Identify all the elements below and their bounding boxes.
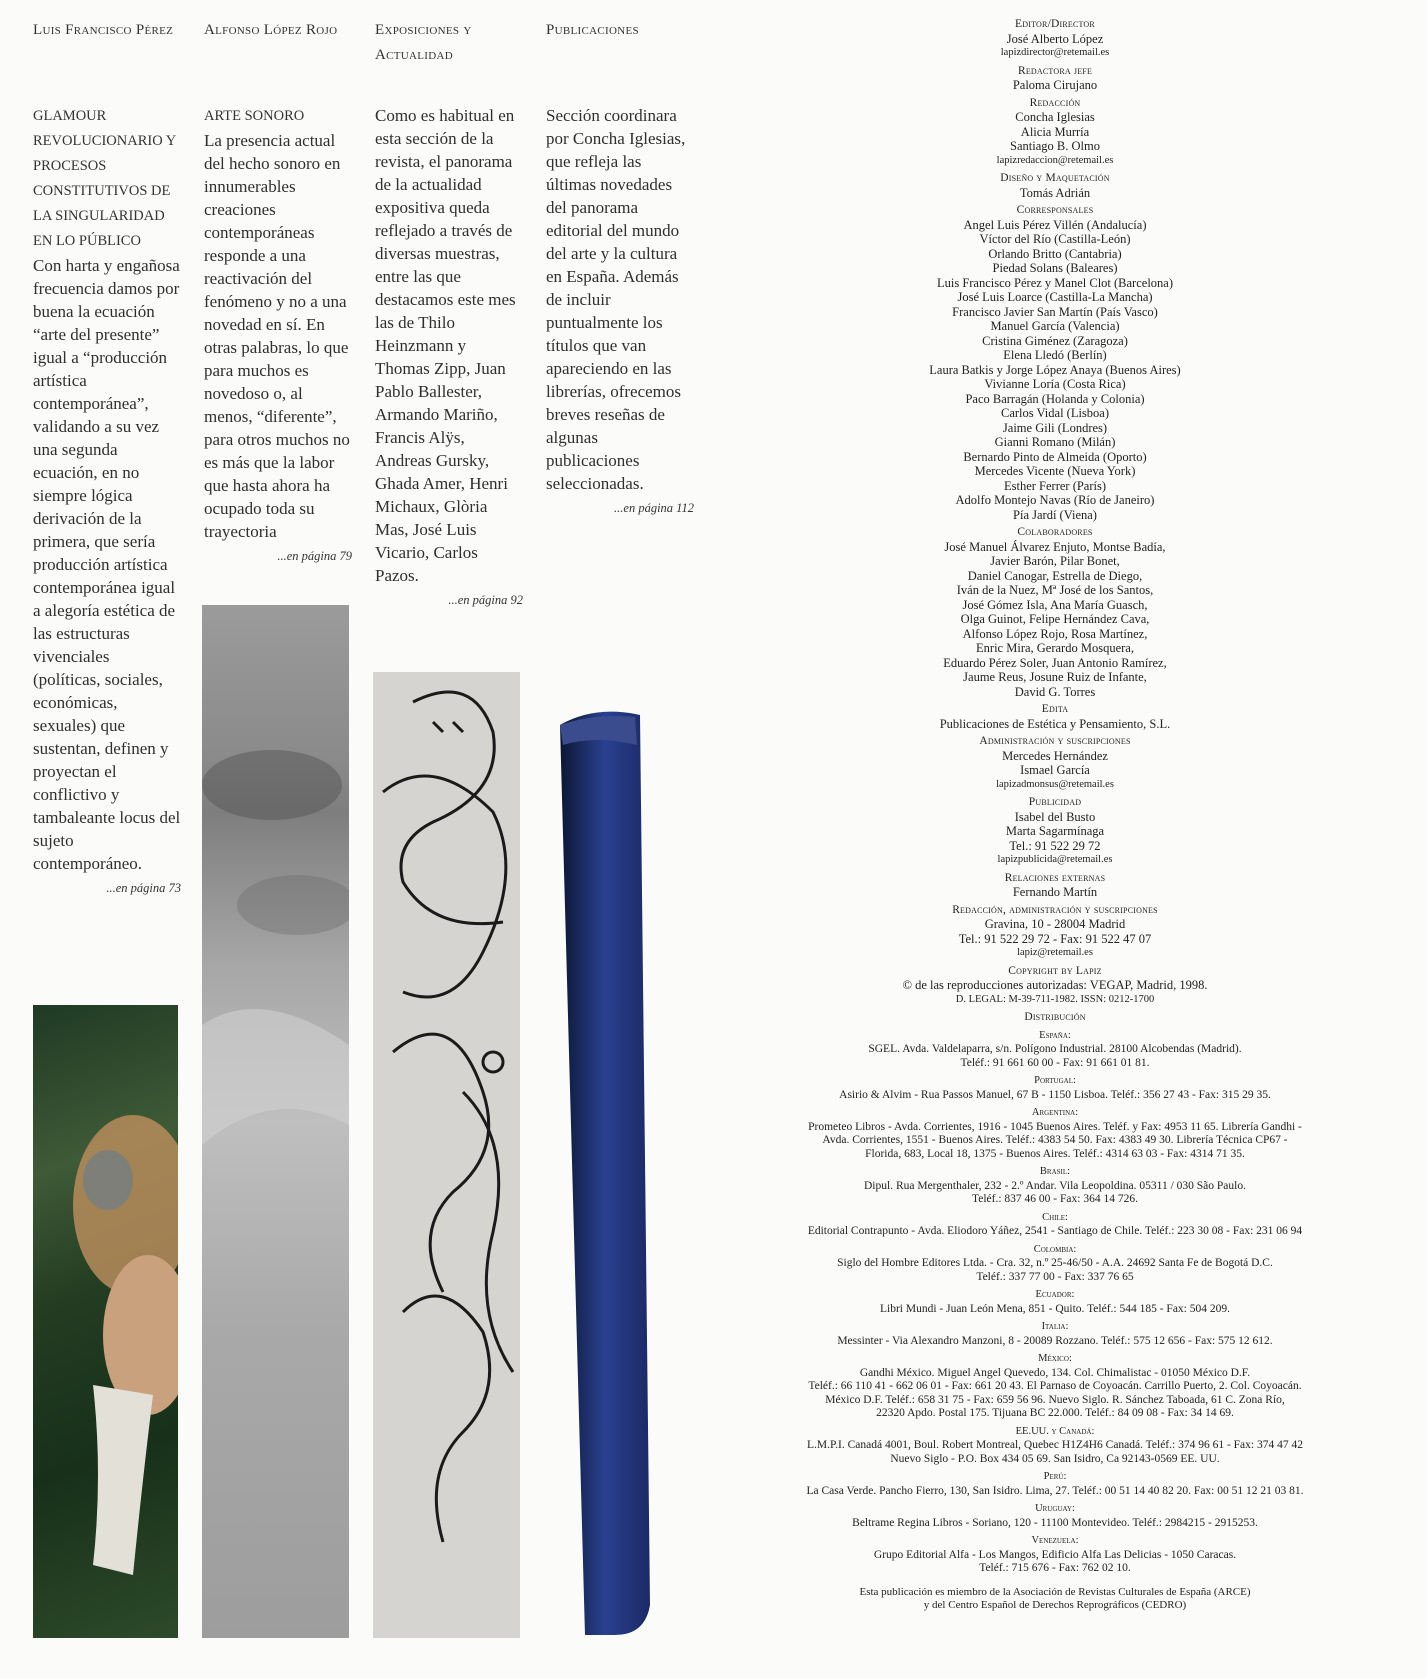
correspondent-entry: Elena Lledó (Berlín) <box>1003 348 1107 362</box>
distribution-line: Dipul. Rua Mergenthaler, 232 - 2.º Andar. Vila Leopoldina. 05311 / 030 São Paulo. <box>864 1179 1246 1192</box>
article-summary: Como es habitual en esta sección de la revista, el panorama de la actualidad expositiva queda reflejado a través de diversas muestras, entre las que destacamos este mes las de Thilo Heinzmann y Thomas Zipp, Juan Pablo Ballester, Armando Mariño, Francis Alÿs, Andreas Gursky, Ghada Amer, Henri Michaux, Glòria Mas, José Luis Vicario, Carlos Pazos. <box>375 106 516 585</box>
page-reference[interactable]: ...en página 79 <box>277 549 352 563</box>
masthead-name: Isabel del Busto <box>1014 809 1096 824</box>
masthead-heading: Colaboradores <box>1017 526 1093 538</box>
correspondent-entry: Carlos Vidal (Lisboa) <box>1000 406 1110 420</box>
masthead-heading: Administración y suscripciones <box>979 735 1131 747</box>
contributors-list <box>755 540 1355 700</box>
correspondent-entry: Laura Batkis y Jorge López Anaya (Buenos Aires) <box>929 362 1181 377</box>
legal-deposit: D. LEGAL: M-39-711-1982. ISSN: 0212-1700 <box>955 993 1155 1005</box>
article-summary: Con harta y engañosa frecuencia damos por buena la ecuación “arte del presente” igual a “producción artística contemporánea”, validando a su vez una segunda ecuación, en no siempre lógica derivación de la primera, que sería producción artística contemporánea igual a alegoría estética de las estructuras vivenciales (políticas, sociales, económicas, sexuales) que sustentan, definen y proyectan el conflictivo y tambaleante locus del sujeto contemporáneo. <box>33 256 181 873</box>
masthead-heading: Editor/Director <box>1015 18 1095 30</box>
distribution-line: Prometeo Libros - Avda. Corrientes, 1916 - 1045 Buenos Aires. Teléf. y Fax: 4953 11 65. Librería Gandhi - <box>808 1120 1302 1133</box>
article-summary: Sección coordinara por Concha Iglesias, que refleja las últimas novedades del panorama editorial del mundo del arte y la cultura en España. Además de incluir puntualmente los títulos que van apareciendo en las librerías, ofrecemos breves reseñas de algunas publicaciones seleccionadas. <box>546 106 686 493</box>
copyright-text: © de las reproducciones autorizadas: VEGAP, Madrid, 1998. <box>902 978 1208 992</box>
contributor-line: Olga Guinot, Felipe Hernández Cava, <box>960 612 1150 626</box>
correspondent-entry: Bernardo Pinto de Almeida (Oporto) <box>963 449 1147 464</box>
book-spine-strip <box>555 705 685 1638</box>
correspondent-entry: Manuel García (Valencia) <box>990 319 1120 333</box>
distribution-country: Chile: <box>1042 1211 1068 1223</box>
masthead-heading: Redacción, administración y suscripciones <box>952 903 1158 916</box>
distribution-country: Argentina: <box>1031 1107 1079 1118</box>
correspondent-entry: Francisco Javier San Martín (País Vasco) <box>952 304 1158 319</box>
page-reference[interactable]: ...en página 92 <box>448 593 523 607</box>
distribution-line: Teléf.: 715 676 - Fax: 762 02 10. <box>979 1562 1131 1574</box>
author-name: Luis Francisco Pérez <box>33 22 174 38</box>
masthead <box>755 14 1355 1612</box>
distribution-line: Avda. Corrientes, 1551 - Buenos Aires. Teléf.: 4383 54 50. Fax: 4383 49 30. Librería Técnica CP67 - <box>822 1134 1288 1146</box>
article-column-2 <box>204 18 352 564</box>
correspondent-entry: Adolfo Montejo Navas (Río de Janeiro) <box>955 493 1155 507</box>
correspondent-entry: Piedad Solans (Baleares) <box>992 261 1118 275</box>
contributor-line: Daniel Canogar, Estrella de Diego, <box>967 568 1143 583</box>
masthead-heading: Corresponsales <box>1016 204 1094 216</box>
distribution-line: Teléf.: 91 661 60 00 - Fax: 91 661 01 81. <box>960 1056 1150 1069</box>
article-title: ARTE SONORO <box>204 108 305 124</box>
distribution-line: México D.F. Teléf.: 658 31 75 - Fax: 659 56 96. Nuevo Siglo. R. Sánchez Taboada, 61 C. Zona Río, <box>825 1393 1285 1406</box>
distribution-line: Asirio & Alvim - Rua Passos Manuel, 67 B - 1150 Lisboa. Teléf.: 356 27 43 - Fax: 315 29 35. <box>839 1088 1271 1101</box>
section-name: Exposiciones y Actualidad <box>375 22 472 63</box>
article-column-1 <box>33 18 181 896</box>
correspondent-entry: Angel Luis Pérez Villén (Andalucía) <box>963 217 1147 232</box>
distribution-line: L.M.P.I. Canadá 4001, Boul. Robert Montreal, Quebec H1Z4H6 Canadá. Teléf.: 374 96 61 - Fax: 374 47 42 <box>807 1439 1303 1451</box>
book-spine-illustration <box>555 705 685 1638</box>
distribution-country: Portugal: <box>1034 1075 1076 1086</box>
correspondent-entry: Víctor del Río (Castilla-León) <box>979 232 1131 246</box>
author-name: Alfonso López Rojo <box>204 22 338 38</box>
masthead-name: Paloma Cirujano <box>1012 78 1098 92</box>
masthead-heading: Distribución <box>1024 1011 1086 1023</box>
masthead-phone: Tel.: 91 522 29 72 - Fax: 91 522 47 07 <box>958 931 1152 946</box>
masthead-email[interactable]: lapiz@retemail.es <box>1017 947 1093 958</box>
masthead-name: José Alberto López <box>1006 31 1104 46</box>
photo-strip-figure <box>33 1005 178 1638</box>
masthead-name: Fernando Martín <box>1012 885 1098 899</box>
correspondent-entry: Mercedes Vicente (Nueva York) <box>974 464 1136 478</box>
correspondent-entry: Orlando Britto (Cantabria) <box>988 246 1122 261</box>
distribution-line: Nuevo Siglo - P.O. Box 434 05 69. San Isidro, Ca 92143-0569 EE. UU. <box>890 1452 1220 1465</box>
masthead-name: Tomás Adrián <box>1019 185 1091 200</box>
distribution-line: 22320 Apdo. Postal 175. Tijuana BC 22.000. Teléf.: 84 09 08 - Fax: 34 14 69. <box>876 1407 1234 1419</box>
masthead-name: Santiago B. Olmo <box>1010 139 1100 153</box>
masthead-name: Alicia Murría <box>1020 124 1090 139</box>
section-name: Publicaciones <box>546 22 639 38</box>
contributor-line: David G. Torres <box>1014 684 1096 699</box>
masthead-heading: Edita <box>1041 703 1069 715</box>
contributor-line: Jaume Reus, Josune Ruiz de Infante, <box>963 670 1147 684</box>
contributor-line: José Manuel Álvarez Enjuto, Montse Badía, <box>944 539 1166 554</box>
article-column-4 <box>546 18 694 516</box>
article-title: GLAMOUR REVOLUCIONARIO Y PROCESOS CONSTITUTIVOS DE LA SINGULARIDAD EN LO PÚBLICO <box>33 108 176 249</box>
photo-strip-texture <box>202 605 349 1638</box>
page-reference[interactable]: ...en página 112 <box>614 501 694 515</box>
contributor-line: José Gómez Isla, Ana María Guasch, <box>962 597 1148 612</box>
footer-line: y del Centro Español de Derechos Reprográficos (CEDRO) <box>923 1598 1187 1611</box>
masthead-heading: Copyright by Lapiz <box>1008 964 1102 977</box>
correspondent-entry: Gianni Romano (Milán) <box>994 435 1116 449</box>
contributor-line: Eduardo Pérez Soler, Juan Antonio Ramírez, <box>943 655 1167 670</box>
masthead-phone: Tel.: 91 522 29 72 <box>1009 838 1101 853</box>
contributor-line: Alfonso López Rojo, Rosa Martínez, <box>962 626 1148 641</box>
correspondent-entry: José Luis Loarce (Castilla-La Mancha) <box>957 290 1153 304</box>
masthead-heading: Relaciones externas <box>1004 871 1106 884</box>
figure-illustration <box>33 1005 178 1638</box>
correspondent-entry: Luis Francisco Pérez y Manel Clot (Barcelona) <box>936 275 1174 290</box>
distribution-country: Brasil: <box>1039 1166 1071 1177</box>
distribution-country: Ecuador: <box>1035 1289 1075 1300</box>
article-column-3 <box>375 18 523 608</box>
line-drawing <box>373 672 520 1638</box>
masthead-email[interactable]: lapizpublicida@retemail.es <box>997 854 1113 865</box>
distribution-country: EE.UU. y Canadá: <box>1015 1425 1095 1437</box>
distribution-line: Teléf.: 337 77 00 - Fax: 337 76 65 <box>976 1270 1134 1283</box>
distribution-line: Editorial Contrapunto - Avda. Eliodoro Yáñez, 2541 - Santiago de Chile. Teléf.: 223 30 08 - Fax: 231 06 94 <box>807 1225 1303 1237</box>
distribution-line: Grupo Editorial Alfa - Los Mangos, Edificio Alfa Las Delicias - 1050 Caracas. <box>873 1548 1237 1561</box>
masthead-heading: Redactora jefe <box>1017 64 1093 77</box>
distribution-country: Colombia: <box>1033 1243 1077 1255</box>
article-summary: La presencia actual del hecho sonoro en innumerables creaciones contemporáneas responde a una reactivación del fenómeno y no a una novedad en sí. En otras palabras, lo que para muchos es novedoso o, al menos, “diferente”, para otros muchos no es más que la labor que hasta ahora ha ocupado toda su trayectoria <box>204 131 350 541</box>
masthead-heading: Redacción <box>1029 96 1081 109</box>
correspondents-list <box>755 218 1355 523</box>
masthead-heading: Publicidad <box>1028 796 1082 808</box>
masthead-name: Concha Iglesias <box>1015 110 1095 124</box>
masthead-heading: Diseño y Maquetación <box>1000 172 1110 184</box>
masthead-name: Mercedes Hernández <box>1002 748 1108 763</box>
distribution-line: La Casa Verde. Pancho Fierro, 130, San Isidro. Lima, 27. Teléf.: 00 51 14 40 82 20. Fax: 00 51 12 21 03 81. <box>806 1484 1304 1497</box>
distribution-line: Teléf.: 837 46 00 - Fax: 364 14 726. <box>972 1193 1138 1205</box>
distribution-list <box>755 1029 1355 1576</box>
distribution-country: España: <box>1039 1029 1071 1041</box>
distribution-country: Venezuela: <box>1031 1535 1079 1546</box>
distribution-line: Beltrame Regina Libros - Soriano, 120 - 11100 Montevideo. Teléf.: 2984215 - 2915253. <box>852 1516 1258 1529</box>
masthead-name: Marta Sagarmínaga <box>1005 824 1105 838</box>
correspondent-entry: Esther Ferrer (París) <box>1003 478 1107 493</box>
distribution-country: Italia: <box>1041 1321 1069 1332</box>
drawing-strip <box>373 672 520 1638</box>
correspondent-entry: Pía Jardí (Viena) <box>1013 507 1097 522</box>
masthead-email[interactable]: lapizdirector@retemail.es <box>1000 47 1110 58</box>
distribution-line: Gandhi México. Miguel Angel Quevedo, 134. Col. Chimalistac - 01050 México D.F. <box>859 1366 1251 1379</box>
correspondent-entry: Vivianne Loría (Costa Rica) <box>984 377 1126 391</box>
distribution-line: Siglo del Hombre Editores Ltda. - Cra. 32, n.º 25-46/50 - A.A. 24692 Santa Fe de Bogotá D.C. <box>837 1257 1273 1269</box>
distribution-country: Perú: <box>1043 1471 1067 1482</box>
distribution-country: México: <box>1038 1353 1072 1364</box>
distribution-line: Libri Mundi - Juan León Mena, 851 - Quito. Teléf.: 544 185 - Fax: 504 209. <box>879 1302 1230 1315</box>
distribution-line: Messinter - Via Alexandro Manzoni, 8 - 20089 Rozzano. Teléf.: 575 12 656 - Fax: 575 12 612. <box>837 1334 1273 1347</box>
contributor-line: Javier Barón, Pilar Bonet, <box>990 554 1120 568</box>
contributor-line: Enric Mira, Gerardo Mosquera, <box>976 641 1134 655</box>
correspondent-entry: Paco Barragán (Holanda y Colonia) <box>965 391 1145 406</box>
masthead-name: Ismael García <box>1020 763 1090 777</box>
texture-illustration <box>202 605 349 1638</box>
publisher-name: Publicaciones de Estética y Pensamiento, S.L. <box>939 716 1171 731</box>
masthead-email[interactable]: lapizredaccion@retemail.es <box>996 154 1114 166</box>
correspondent-entry: Cristina Giménez (Zaragoza) <box>982 333 1128 348</box>
footer-note <box>755 1586 1355 1612</box>
footer-line: Esta publicación es miembro de la Asociación de Revistas Culturales de España (ARCE) <box>859 1585 1251 1598</box>
distribution-line: SGEL. Avda. Valdelaparra, s/n. Polígono Industrial. 28100 Alcobendas (Madrid). <box>868 1043 1242 1055</box>
distribution-country: Uruguay: <box>1035 1503 1075 1514</box>
contributor-line: Iván de la Nuez, Mª José de los Santos, <box>956 583 1154 597</box>
distribution-line: Teléf.: 66 110 41 - 662 06 01 - Fax: 661 20 43. El Parnaso de Coyoacán. Carrillo Puerto, 2. Col. Coyoacán. <box>808 1380 1302 1392</box>
masthead-email[interactable]: lapizadmonsus@retemail.es <box>996 778 1114 790</box>
masthead-address: Gravina, 10 - 28004 Madrid <box>984 917 1126 931</box>
correspondent-entry: Jaime Gili (Londres) <box>1002 420 1108 435</box>
page-reference[interactable]: ...en página 73 <box>106 881 181 895</box>
distribution-line: Florida, 683, Local 18, 1375 - Buenos Aires. Teléf.: 4314 63 03 - Fax: 4314 71 35. <box>865 1147 1245 1160</box>
